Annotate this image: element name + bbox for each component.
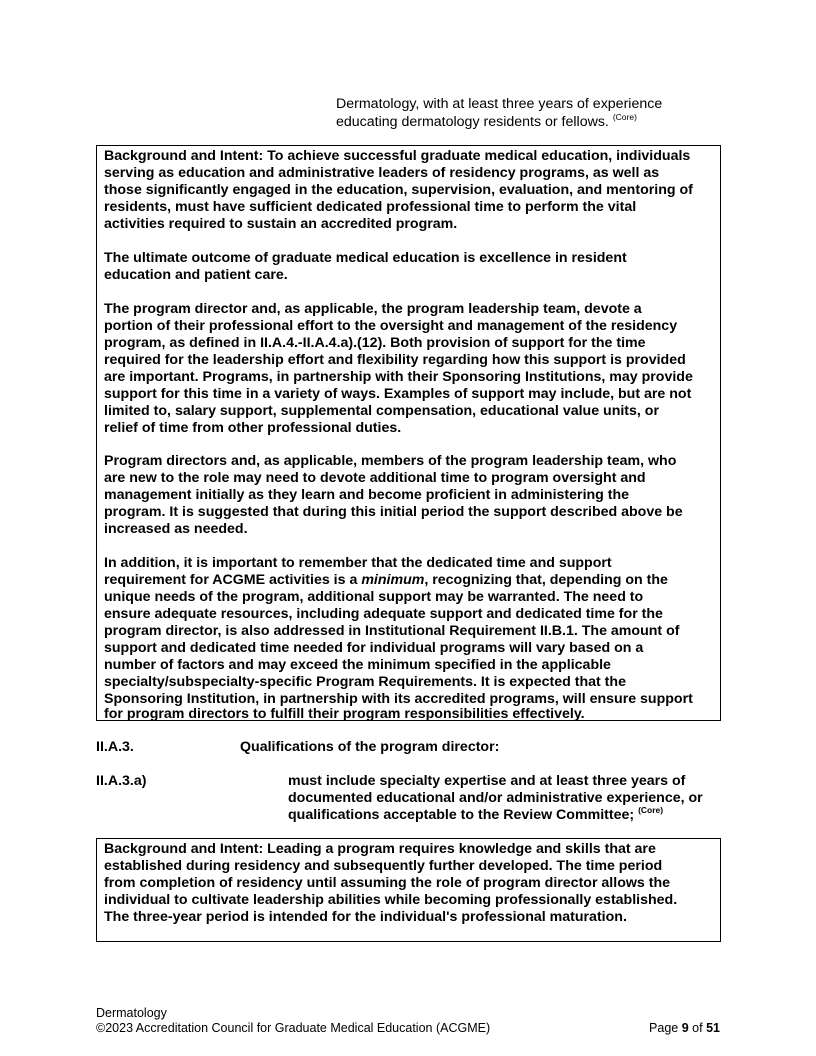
box-line: support for this time in a variety of ways. Examples of support may include, but are not: [104, 386, 692, 402]
box-line: increased as needed.: [104, 521, 248, 537]
section-title: Qualifications of the program director:: [240, 739, 500, 755]
box-line: program, as defined in II.A.4.-II.A.4.a).(12). Both provision of support for the time: [104, 335, 646, 351]
intro-line: educating dermatology residents or fellows. $^{(Core)}$: [336, 112, 637, 130]
box-line: portion of their professional effort to the oversight and management of the residency: [104, 318, 678, 334]
intro-line: Dermatology, with at least three years of experience: [336, 96, 663, 112]
box-line: established during residency and subsequently further developed. The time period: [104, 858, 663, 874]
background-intent-box: [96, 838, 721, 942]
subsection-line: must include specialty expertise and at least three years of: [288, 773, 686, 789]
section-number: II.A.3.: [96, 739, 134, 755]
box-line: program. It is suggested that during this initial period the support described above be: [104, 504, 683, 520]
box-line: The program director and, as applicable, the program leadership team, devote a: [104, 301, 642, 317]
box-line: required for the leadership effort and flexibility regarding how this support is provided: [104, 352, 686, 368]
box-line: education and patient care.: [104, 267, 288, 283]
box-line: program director, is also addressed in Institutional Requirement II.B.1. The amount of: [104, 623, 680, 639]
box-line: support and dedicated time needed for individual programs will vary based on a: [104, 640, 644, 656]
box-line: are important. Programs, in partnership with their Sponsoring Institutions, may provide: [104, 369, 693, 385]
box-line: In addition, it is important to remember that the dedicated time and support: [104, 555, 612, 571]
subsection-line: documented educational and/or administrative experience, or: [288, 790, 703, 806]
box-line: from completion of residency until assuming the role of program director allows the: [104, 875, 671, 891]
emphasis-text: minimum: [361, 572, 425, 588]
box-line: for program directors to fulfill their program responsibilities effectively.: [104, 706, 585, 722]
footer-specialty: Dermatology: [96, 1006, 167, 1020]
box-line: unique needs of the program, additional support may be warranted. The need to: [104, 589, 644, 605]
box-line: residents, must have sufficient dedicated professional time to perform the vital: [104, 199, 637, 215]
box-line: individual to cultivate leadership abilities while becoming professionally established.: [104, 892, 678, 908]
core-tag: (Core): [612, 112, 637, 122]
box-line: are new to the role may need to devote additional time to program oversight and: [104, 470, 646, 486]
box-line: The ultimate outcome of graduate medical education is excellence in resident: [104, 250, 627, 266]
subsection-number: II.A.3.a): [96, 773, 147, 789]
box-line: number of factors and may exceed the minimum specified in the applicable: [104, 657, 611, 673]
box-line: limited to, salary support, supplemental compensation, educational value units, or: [104, 403, 659, 419]
box-line: activities required to sustain an accredited program.: [104, 216, 458, 232]
box-line: requirement for ACGME activities is a minimum, recognizing that, depending on the: [104, 572, 668, 588]
footer-page-number: Page 9 of 51: [649, 1021, 720, 1035]
box-line: management initially as they learn and become proficient in administering the: [104, 487, 630, 503]
box-line: specialty/subspecialty-specific Program Requirements. It is expected that the: [104, 674, 626, 690]
box-line: those significantly engaged in the education, supervision, evaluation, and mentoring of: [104, 182, 693, 198]
box-line: Program directors and, as applicable, members of the program leadership team, who: [104, 453, 677, 469]
box-line: ensure adequate resources, including adequate support and dedicated time for the: [104, 606, 663, 622]
background-intent-box: [96, 145, 721, 721]
footer-copyright: ©2023 Accreditation Council for Graduate Medical Education (ACGME): [96, 1021, 491, 1035]
box-line: relief of time from other professional duties.: [104, 420, 402, 436]
box-line: Background and Intent: To achieve successful graduate medical education, individuals: [104, 148, 691, 164]
core-tag: (Core): [638, 805, 664, 815]
subsection-line: qualifications acceptable to the Review Committee; $^{(Core)}$: [288, 805, 664, 823]
box-line: The three-year period is intended for the individual's professional maturation.: [104, 909, 627, 925]
box-line: serving as education and administrative leaders of residency programs, as well as: [104, 165, 660, 181]
box-line: Sponsoring Institution, in partnership with its accredited programs, will ensure support: [104, 691, 693, 707]
box-line: Background and Intent: Leading a program requires knowledge and skills that are: [104, 841, 656, 857]
